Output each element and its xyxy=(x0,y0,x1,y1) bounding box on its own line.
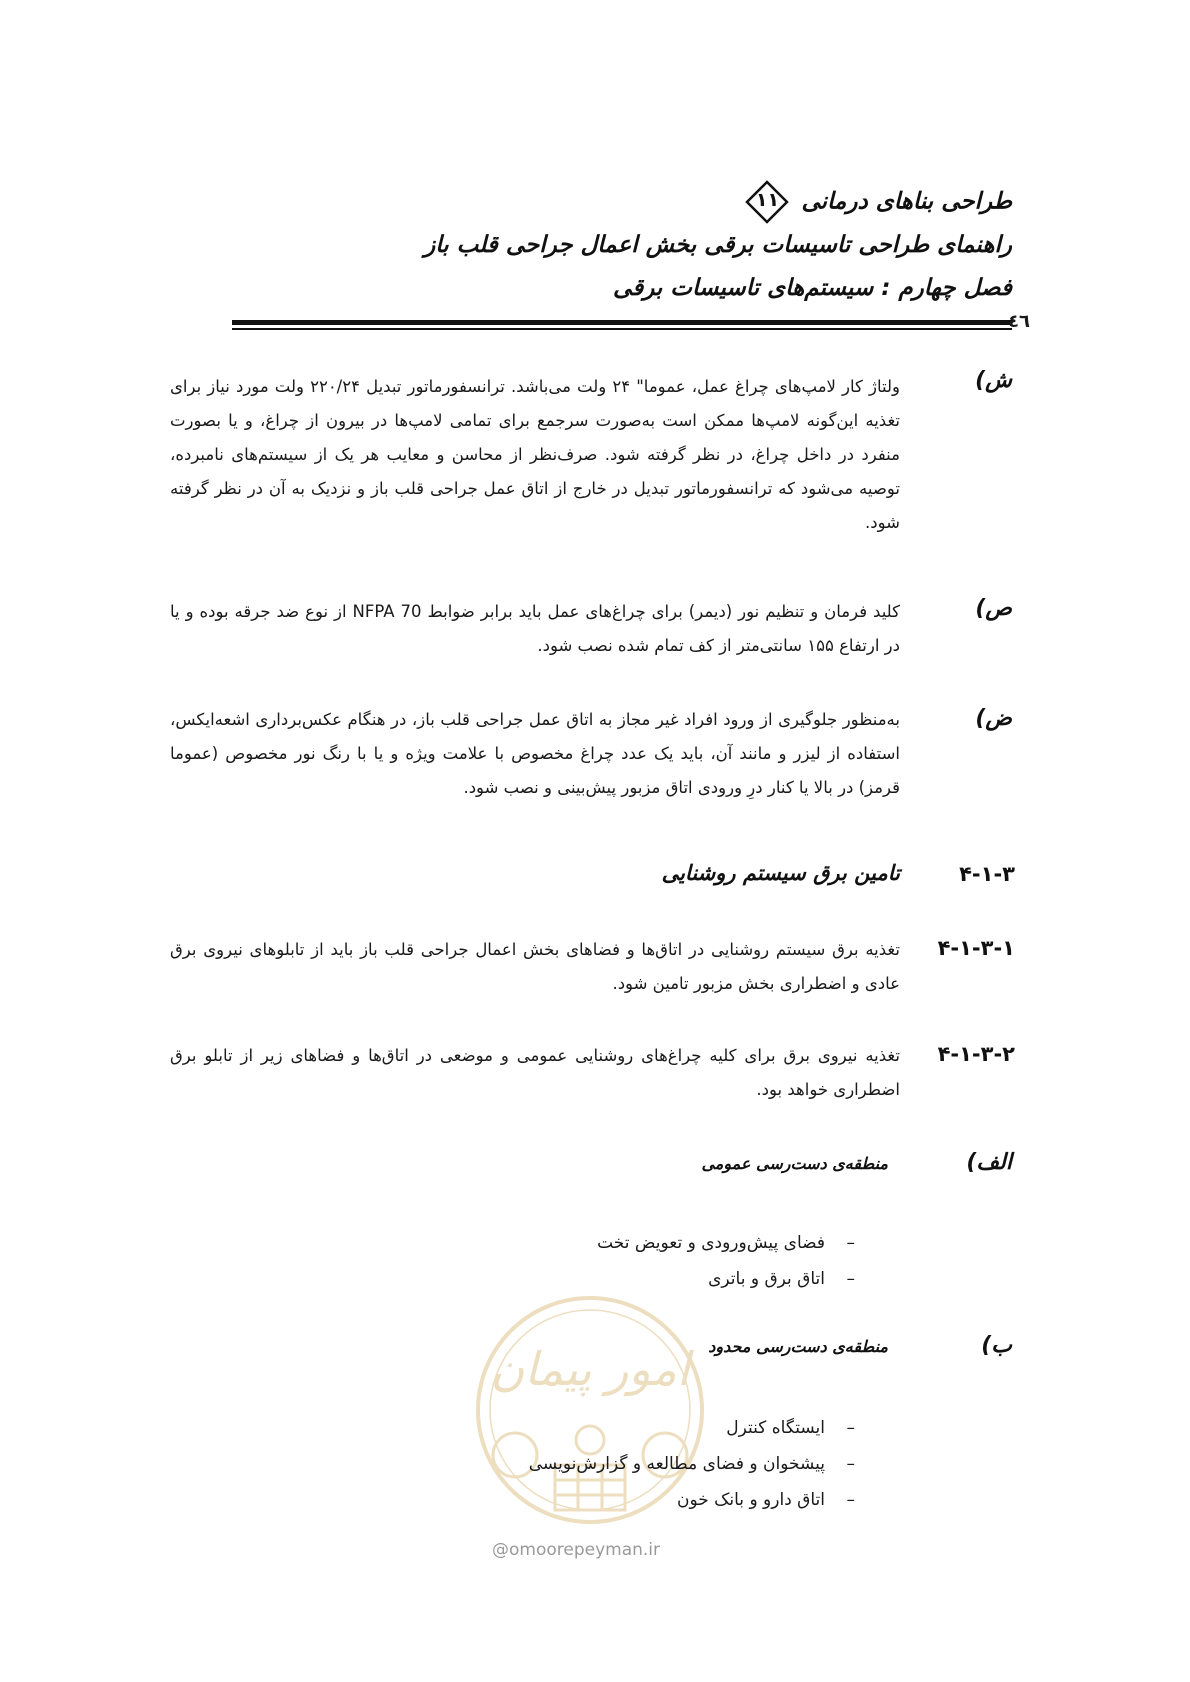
header-rule-thin xyxy=(232,328,1012,330)
paragraph-4-1-3-2: تغذیه نیروی برق برای کلیه چراغ‌های روشنایی عمومی و موضعی در اتاق‌ها و فضاهای زیر از تابلو برق اضطراری خواهد بود. xyxy=(170,1046,900,1099)
watermark-site: @omoorepeyman.ir xyxy=(492,1540,661,1560)
header-chapter-title: فصل چهارم : سیستم‌های تاسیسات برقی xyxy=(613,275,1012,301)
header-rule-thick xyxy=(232,320,1012,325)
section-number-4-1-3: ۴-۱-۳ xyxy=(959,862,1015,886)
list-item: –ایستگاه کنترل xyxy=(529,1410,855,1446)
section-heading-power-lighting: تامین برق سیستم روشنایی xyxy=(661,861,900,885)
badge-number: ۱۱ xyxy=(755,189,780,211)
section-number-4-1-3-1: ۴-۱-۳-۱ xyxy=(937,936,1015,960)
list-restricted-access xyxy=(529,1410,855,1518)
item-label-alef: الف) xyxy=(966,1150,1012,1175)
list-item: –اتاق دارو و بانک خون xyxy=(529,1482,855,1518)
at-icon: @ xyxy=(492,1540,509,1560)
item-label-be: ب) xyxy=(981,1333,1012,1358)
list-item: –پیشخوان و فضای مطالعه و گزارش‌نویسی xyxy=(529,1446,855,1482)
watermark-logo-lettering: امور پیمان xyxy=(490,1342,690,1396)
dash-bullet-icon: – xyxy=(846,1418,855,1438)
header-series-title: طراحی بناهای درمانی xyxy=(801,188,1012,215)
section-number-4-1-3-2: ۴-۱-۳-۲ xyxy=(937,1042,1015,1066)
header-line-series xyxy=(741,180,1012,224)
paragraph-zad: به‌منظور جلوگیری از ورود افراد غیر مجاز به اتاق عمل جراحی قلب باز، در هنگام عکس‌برداری اشعه‌ایکس، استفاده از لیزر و مانند آن، باید یک عدد چراغ مخصوص با علامت ویژه و یا با رنگ نور مخصوص (عموما قرمز) در بالا یا کنار درِ ورودی اتاق مزبور پیش‌بینی و نصب شود. xyxy=(170,710,900,797)
item-label-sad: ص) xyxy=(975,596,1012,621)
paragraph-sad: کلید فرمان و تنظیم نور (دیمر) برای چراغ‌های عمل باید برابر ضوابط NFPA 70 از نوع ضد جرقه بوده و یا در ارتفاع ۱۵۵ سانتی‌متر از کف تمام شده نصب شود. xyxy=(170,602,901,655)
item-label-sh: ش) xyxy=(975,368,1012,393)
subheading-general-access: منطقه‌ی دست‌رسی عمومی xyxy=(701,1154,888,1173)
dash-bullet-icon: – xyxy=(846,1233,855,1253)
dash-bullet-icon: – xyxy=(846,1490,855,1510)
list-item: –فضای پیش‌ورودی و تعویض تخت xyxy=(597,1225,855,1261)
dash-bullet-icon: – xyxy=(846,1454,855,1474)
dash-bullet-icon: – xyxy=(846,1269,855,1289)
subheading-restricted-access: منطقه‌ی دست‌رسی محدود xyxy=(708,1337,888,1356)
list-item: –اتاق برق و باتری xyxy=(597,1261,855,1297)
header-guide-title: راهنمای طراحی تاسیسات برقی بخش اعمال جراحی قلب باز xyxy=(424,232,1012,258)
list-general-access xyxy=(597,1225,855,1297)
page-number: ٤٦ xyxy=(1008,311,1030,332)
series-number-badge xyxy=(745,180,789,224)
paragraph-4-1-3-1: تغذیه برق سیستم روشنایی در اتاق‌ها و فضاهای بخش اعمال جراحی قلب باز باید از تابلوهای نیروی برق عادی و اضطراری بخش مزبور تامین شود. xyxy=(170,940,900,993)
paragraph-sh: ولتاژ کار لامپ‌های چراغ عمل، عموما" ۲۴ ولت می‌باشد. ترانسفورماتور تبدیل ۲۲۰/۲۴ ولت مورد نیاز برای تغذیه این‌گونه لامپ‌ها ممکن است به‌صورت سرجمع برای تمامی لامپ‌ها در بیرون از چراغ، و یا بصورت منفرد در داخل چراغ، در نظر گرفته شود. صرف‌نظر از محاسن و معایب هر یک از سیستم‌های نامبرده، توصیه می‌شود که ترانسفورماتور تبدیل در خارج از اتاق عمل جراحی قلب باز و نزدیک به آن در نظر گرفته شود. xyxy=(170,377,900,532)
item-label-zad: ض) xyxy=(975,706,1012,731)
